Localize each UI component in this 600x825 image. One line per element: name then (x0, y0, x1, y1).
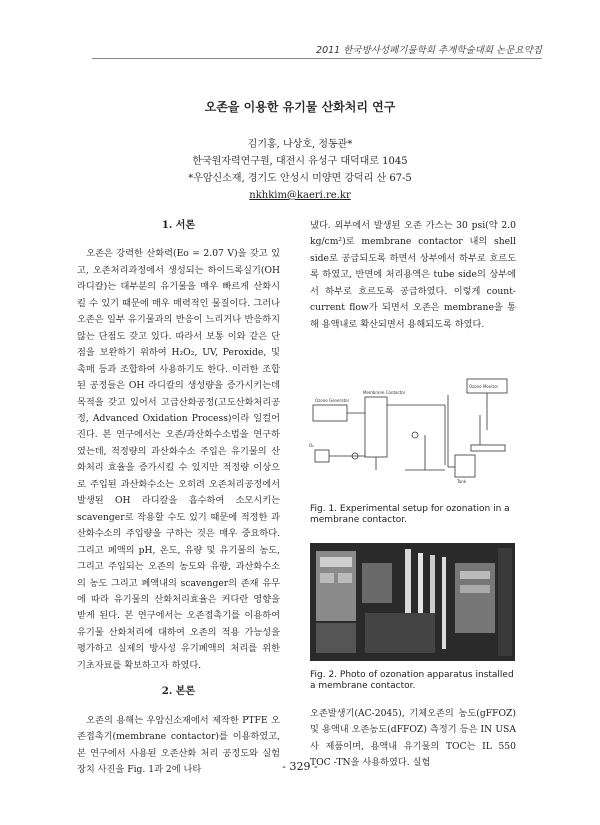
left-column (77, 218, 280, 779)
label-ozone-generator: Ozone Generator (315, 398, 350, 403)
affiliation-1: 한국원자력연구원, 대전시 유성구 대덕대로 1045 (192, 156, 408, 167)
body-paragraph: 오존의 용해는 우암신소재에서 제작한 PTFE 오존접촉기(membrane contactor)를 이용하였고, 본 연구에서 사용된 오존산화 처리 공정도와 실험장치 사진을 Fig. 1과 2에 나타 (77, 714, 280, 776)
figure-1-schematic (305, 375, 520, 490)
label-membrane-contactor: Membrane Contactor (363, 390, 406, 395)
ozone-generator-box (313, 405, 347, 421)
right-paragraph-2: 오존발생기(AC-2045), 기체오존의 농도(gFFOZ)및 용액내 오존농도(dFFOZ) 측정기 등은 IN USA사 제품이며, 용액내 유기물의 TOC는 IL 550 TOC -TN을 사용하였다. 실험 (310, 708, 516, 769)
schematic-drawing (305, 375, 520, 490)
author-email-link[interactable]: nkhkim@kaeri.re.kr (249, 190, 351, 201)
page-number: - 329 - (282, 760, 318, 773)
section-heading-intro: 1. 서론 (161, 220, 196, 231)
right-paragraph-1: 냈다. 외부에서 발생된 오존 가스는 30 psi(약 2.0 kg/cm²)로 membrane contactor 내의 shell side로 공급되도록 하면서 상부에서 하부로 흐르도록 하였고, 반면에 처리용액은 tube side의 상부에서 하부로 흐르도록 공급하였다. 이렇게 count-current flow가 되면서 오존은 membrane을 통해 용액내로 확산되면서 용해되도록 하였다. (310, 220, 516, 330)
intro-paragraph: 오존은 강력한 산화력(Eo = 2.07 V)을 갖고 있고, 오존처리과정에서 생성되는 하이드록실기(OH 라디칼)는 대부분의 유기물을 매우 빠르게 산화시킬 수 있기 때문에 매우 매력적인 물질이다. 그러나 오존은 일부 유기물과의 반응이 느리거나 반응하지 않는 단점도 갖고 있다. 따라서 보통 이와 같은 단점을 보완하기 위하여 H₂O₂, UV, Peroxide, 및 촉매 등과 조합하여 사용하기도 한다. 이러한 조합된 공정들은 OH 라디칼의 생성량을 증가시키는데 목적을 갖고 있어서 고급산화공정(고도산화처리공정, Advanced Oxidation Process)이라 일컬어진다. 본 연구에서는 오존/과산화수소법을 연구하였는데, 적정량의 과산화수소 주입은 유기물의 산화처리 효율을 증가시킬 수 있지만 적정량 이상으로 주입된 과산화수소는 오히려 오존처리공정에서 발생된 OH 라디칼을 흡수하여 소모시키는 scavenger로 작용할 수도 있기 때문에 적정한 과산화수소의 주입량을 구하는 것은 매우 중요하다. 그리고 폐액의 pH, 온도, 유량 및 유기물의 농도, 그리고 주입되는 오존의 농도와 유량, 과산화수소의 농도 그리고 폐액내의 scavenger의 존재 유무에 따라 유기물의 산화처리효율은 커다란 영향을 받게 된다. 본 연구에서는 오존접촉기를 이용하여 유기물 산화처리에 대하여 오존의 적용 가능성을 평가하고 실제의 방사성 유기폐액의 처리를 위한 기초자료를 확보하고자 하였다. (77, 248, 280, 671)
header-rule (92, 58, 542, 59)
figure-1-caption: Fig. 1. Experimental setup for ozonation in a membrane contactor. (310, 504, 510, 525)
label-oxygen: O₂ (309, 443, 314, 448)
author-names: 김기홍, 나상호, 정동관* (247, 139, 353, 150)
label-tank: Tank (457, 479, 467, 484)
label-ozone-monitor: Ozone Monitor (469, 384, 499, 389)
affiliation-2: *우암신소재, 경기도 안성시 미양면 강덕리 산 67-5 (188, 173, 412, 184)
author-block (0, 136, 600, 204)
right-column-top (310, 218, 516, 333)
membrane-contactor-box (365, 397, 387, 457)
section-heading-body: 2. 본론 (161, 686, 196, 698)
paper-title: 오존을 이용한 유기물 산화처리 연구 (204, 100, 396, 114)
running-header: 2011 한국방사성폐기물학회 추계학술대회 논문요약집 (316, 45, 542, 56)
figure-2-caption: Fig. 2. Photo of ozonation apparatus installed a membrane contactor. (310, 670, 514, 691)
figure-2-photo (310, 543, 515, 661)
apparatus-photo (310, 543, 515, 661)
